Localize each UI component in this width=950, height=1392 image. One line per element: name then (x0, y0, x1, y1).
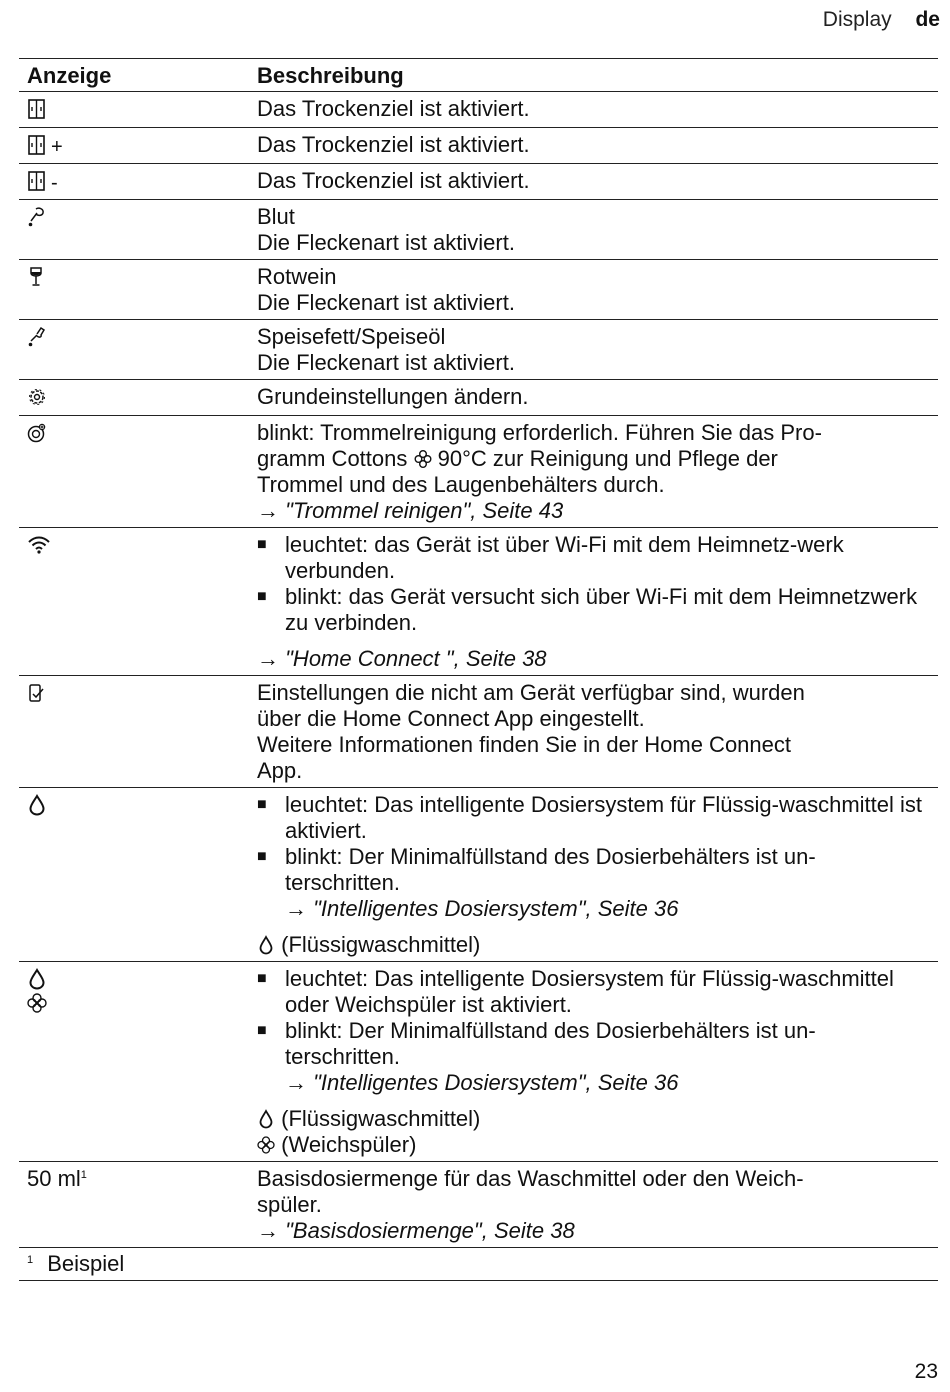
stain-type-title: Rotwein (257, 264, 337, 289)
bullet-text: blinkt: Der Minimalfüllstand des Dosierbehälters ist un-terschritten. (285, 1018, 816, 1069)
symbol-cell (19, 528, 249, 676)
reference-text: "Intelligentes Dosiersystem", Seite 36 (313, 1070, 679, 1095)
symbol-cell (19, 676, 249, 788)
table-row (19, 1162, 938, 1248)
symbol-cell (19, 962, 249, 1162)
description-text: Grundeinstellungen ändern. (257, 384, 529, 409)
description-cell (249, 528, 938, 676)
bullet-icon: ■ (257, 1022, 267, 1039)
bullet-item (257, 792, 930, 844)
table-row (19, 200, 938, 260)
cross-reference-link[interactable] (257, 896, 930, 922)
symbol-cell (19, 128, 249, 164)
arrow-icon: → (257, 646, 279, 671)
footnote-number: 1 (27, 1254, 34, 1266)
blood-stain-icon (27, 206, 47, 228)
table-row (19, 260, 938, 320)
legend-text: (Flüssigwaschmittel) (281, 1106, 481, 1131)
wine-glass-icon (27, 266, 47, 288)
bullet-text: blinkt: Der Minimalfüllstand des Dosierbehälters ist un-terschritten. (285, 844, 816, 895)
softener-flower-icon (27, 992, 47, 1014)
description-cell (249, 92, 938, 128)
drying-target-icon (27, 134, 47, 156)
softener-flower-icon (257, 1135, 275, 1155)
reference-text: "Home Connect ", Seite 38 (285, 646, 547, 671)
description-text: Einstellungen die nicht am Gerät verfügbar sind, wurden (257, 680, 805, 705)
description-cell (249, 962, 938, 1162)
section-title: Display (822, 8, 892, 31)
page-header (823, 8, 940, 32)
bullet-item (257, 966, 930, 1018)
symbol-cell (19, 260, 249, 320)
stain-type-title: Speisefett/Speiseöl (257, 324, 446, 349)
column-header-anzeige: Anzeige (19, 59, 249, 92)
description-text (257, 446, 930, 472)
description-text: Das Trockenziel ist aktiviert. (257, 132, 530, 157)
table-row (19, 92, 938, 128)
page-number: 23 (914, 1360, 938, 1383)
cross-reference-link[interactable] (257, 646, 930, 672)
reference-text: "Intelligentes Dosiersystem", Seite 36 (313, 896, 679, 921)
symbol-cell (19, 320, 249, 380)
symbol-cell (19, 416, 249, 528)
symbol-suffix: - (51, 172, 58, 194)
table-header-row (19, 59, 938, 92)
description-cell (249, 416, 938, 528)
table-row (19, 528, 938, 676)
table-row (19, 128, 938, 164)
legend-line (257, 932, 930, 958)
gear-icon (27, 386, 47, 408)
column-header-beschreibung: Beschreibung (249, 59, 938, 92)
symbol-suffix: + (51, 136, 63, 158)
legend-text: (Weichspüler) (281, 1132, 417, 1157)
legend-text: (Flüssigwaschmittel) (281, 932, 481, 957)
drum-clean-icon (27, 422, 47, 444)
stain-type-title: Blut (257, 204, 295, 229)
bullet-icon: ■ (257, 970, 267, 987)
bullet-text: blinkt: das Gerät versucht sich über Wi-Fi mit dem Heimnetzwerk zu verbinden. (285, 584, 918, 635)
description-cell (249, 1162, 938, 1248)
symbol-cell (19, 200, 249, 260)
footnote-marker: 1 (80, 1169, 87, 1181)
description-cell (249, 788, 938, 962)
cooking-oil-icon (27, 326, 47, 348)
table-row (19, 416, 938, 528)
description-cell (249, 200, 938, 260)
table-row (19, 164, 938, 200)
description-text: Das Trockenziel ist aktiviert. (257, 96, 530, 121)
bullet-item (257, 844, 930, 896)
drying-target-icon (27, 98, 47, 120)
table-row (19, 962, 938, 1162)
bullet-text: leuchtet: Das intelligente Dosiersystem für Flüssig-waschmittel ist aktiviert. (285, 792, 923, 843)
cross-reference-link[interactable] (257, 1218, 930, 1244)
display-symbol-table (19, 58, 938, 1281)
wifi-icon (27, 534, 47, 556)
bullet-item (257, 532, 930, 584)
symbol-cell (19, 1162, 249, 1248)
description-text: Die Fleckenart ist aktiviert. (257, 290, 515, 315)
table-row (19, 676, 938, 788)
footnote-row (19, 1248, 938, 1281)
drying-target-icon (27, 170, 47, 192)
bullet-icon: ■ (257, 536, 267, 553)
dose-amount-label: 50 ml (27, 1166, 81, 1191)
droplet-icon (257, 1109, 275, 1129)
bullet-text: leuchtet: das Gerät ist über Wi-Fi mit dem Heimnetz-werk verbunden. (285, 532, 844, 583)
footnote-cell (19, 1248, 938, 1281)
language-code: de (915, 8, 940, 31)
droplet-icon (27, 794, 47, 816)
description-text: blinkt: Trommelreinigung erforderlich. Führen Sie das Pro- (257, 420, 822, 445)
cross-reference-link[interactable] (257, 1070, 930, 1096)
symbol-cell (19, 164, 249, 200)
description-text: über die Home Connect App eingestellt. (257, 706, 645, 731)
droplet-icon (27, 968, 47, 990)
cotton-icon (414, 449, 432, 469)
footnote-text: Beispiel (47, 1251, 125, 1276)
description-cell (249, 260, 938, 320)
arrow-icon: → (257, 498, 279, 523)
bullet-item (257, 584, 930, 636)
bullet-text: leuchtet: Das intelligente Dosiersystem für Flüssig-waschmittel oder Weichspüler ist aktiviert. (285, 966, 894, 1017)
legend-line (257, 1106, 930, 1132)
symbol-cell (19, 788, 249, 962)
bullet-item (257, 1018, 930, 1070)
arrow-icon: → (285, 1070, 307, 1095)
arrow-icon: → (257, 1218, 279, 1243)
description-cell (249, 380, 938, 416)
droplet-icon (257, 935, 275, 955)
bullet-icon: ■ (257, 588, 267, 605)
table-row (19, 380, 938, 416)
description-text: Die Fleckenart ist aktiviert. (257, 350, 515, 375)
description-text: spüler. (257, 1192, 322, 1217)
description-cell (249, 676, 938, 788)
table-row (19, 320, 938, 380)
description-cell (249, 128, 938, 164)
bullet-icon: ■ (257, 848, 267, 865)
program-temperature-text: 90°C zur Reinigung und Pflege der (437, 446, 778, 471)
description-text: Weitere Informationen finden Sie in der Home Connect (257, 732, 791, 757)
description-text: Die Fleckenart ist aktiviert. (257, 230, 515, 255)
description-text: Trommel und des Laugenbehälters durch. (257, 472, 665, 497)
description-cell (249, 320, 938, 380)
reference-text: "Trommel reinigen", Seite 43 (285, 498, 564, 523)
description-text: Basisdosiermenge für das Waschmittel oder den Weich- (257, 1166, 804, 1191)
arrow-icon: → (285, 896, 307, 921)
cross-reference-link[interactable] (257, 498, 930, 524)
symbol-cell (19, 92, 249, 128)
description-text: Das Trockenziel ist aktiviert. (257, 168, 530, 193)
reference-text: "Basisdosiermenge", Seite 38 (285, 1218, 575, 1243)
description-cell (249, 164, 938, 200)
symbol-cell (19, 380, 249, 416)
remote-phone-icon (27, 682, 47, 704)
program-name: gramm Cottons (257, 446, 408, 471)
table-row (19, 788, 938, 962)
description-text: App. (257, 758, 303, 783)
bullet-icon: ■ (257, 796, 267, 813)
legend-line (257, 1132, 930, 1158)
